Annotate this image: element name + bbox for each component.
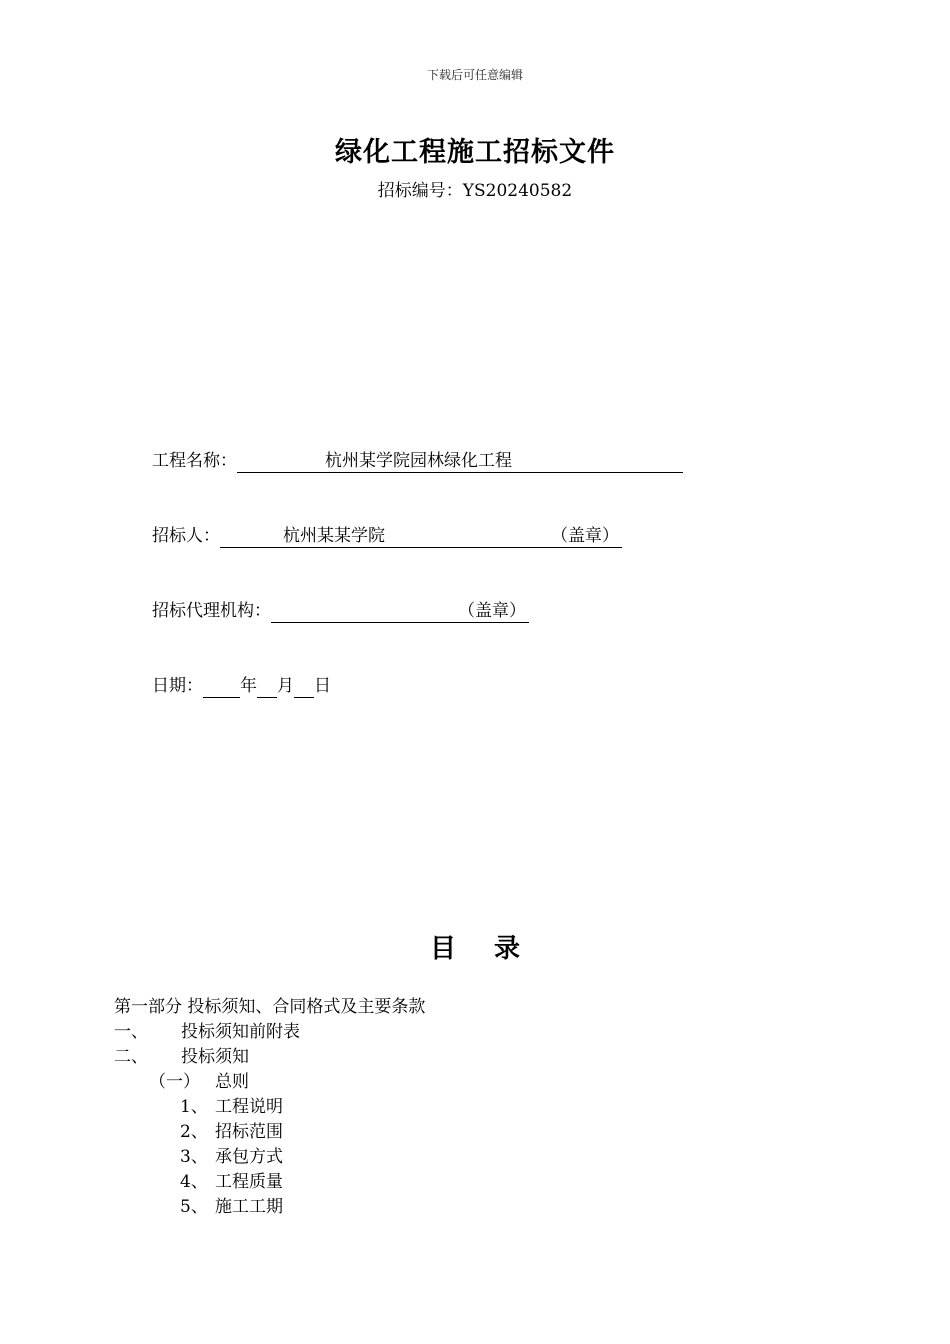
header-note: 下载后可任意编辑 [426,68,523,82]
date-year-blank [203,675,240,698]
toc-title [0,928,950,965]
toc-item [180,1095,283,1120]
agency-underline [271,600,529,623]
project-name-value: 杭州某学院园林绿化工程 [325,451,512,471]
tenderer-value: 杭州某某学院 [283,526,385,546]
tenderer-underline [220,525,622,548]
toc-item-text: 工程说明 [215,1097,283,1117]
date-label: 日期： [152,676,203,696]
toc-subsection [149,1070,249,1095]
project-name-underline [237,450,683,473]
toc-item-text: 招标范围 [215,1122,283,1142]
toc-item-number: 4、 [180,1172,208,1192]
toc-item [180,1145,283,1170]
toc-item-number: 3、 [180,1147,208,1167]
toc-item-number: 1、 [180,1097,208,1117]
toc-item [180,1170,283,1195]
toc-title-part2: 录 [494,934,521,964]
agency-seal: （盖章） [458,601,526,621]
tenderer-field [152,525,622,548]
date-day-blank [294,675,314,698]
toc-section-number: 二、 [114,1047,148,1067]
tenderer-seal: （盖章） [551,526,619,546]
toc-item-text: 承包方式 [215,1147,283,1167]
toc-section-text: 投标须知前附表 [181,1022,300,1042]
toc-subsection-number: （一） [149,1072,200,1092]
document-title: 绿化工程施工招标文件 [335,137,615,168]
toc-item-text: 施工工期 [215,1197,283,1217]
project-name-label: 工程名称： [152,451,237,471]
date-month-label: 月 [277,676,294,696]
toc-item-number: 5、 [180,1197,208,1217]
tenderer-label: 招标人： [152,526,220,546]
agency-field [152,600,529,623]
agency-label: 招标代理机构： [152,601,271,621]
project-name-field [152,450,683,473]
toc-subsection-text: 总则 [215,1072,249,1092]
toc-item-number: 2、 [180,1122,208,1142]
toc-item-text: 工程质量 [215,1172,283,1192]
tender-number: 招标编号：YS20240582 [377,181,573,201]
toc-part-heading: 第一部分 投标须知、合同格式及主要条款 [114,997,426,1017]
toc-section-number: 一、 [114,1022,148,1042]
date-year-label: 年 [240,676,257,696]
date-field [152,675,331,698]
toc-section [114,1020,300,1045]
toc-section-text: 投标须知 [181,1047,249,1067]
toc-title-part1: 目 [429,934,456,964]
toc-section [114,1045,249,1070]
date-month-blank [257,675,277,698]
date-day-label: 日 [314,676,331,696]
toc-item [180,1195,283,1220]
toc-item [180,1120,283,1145]
